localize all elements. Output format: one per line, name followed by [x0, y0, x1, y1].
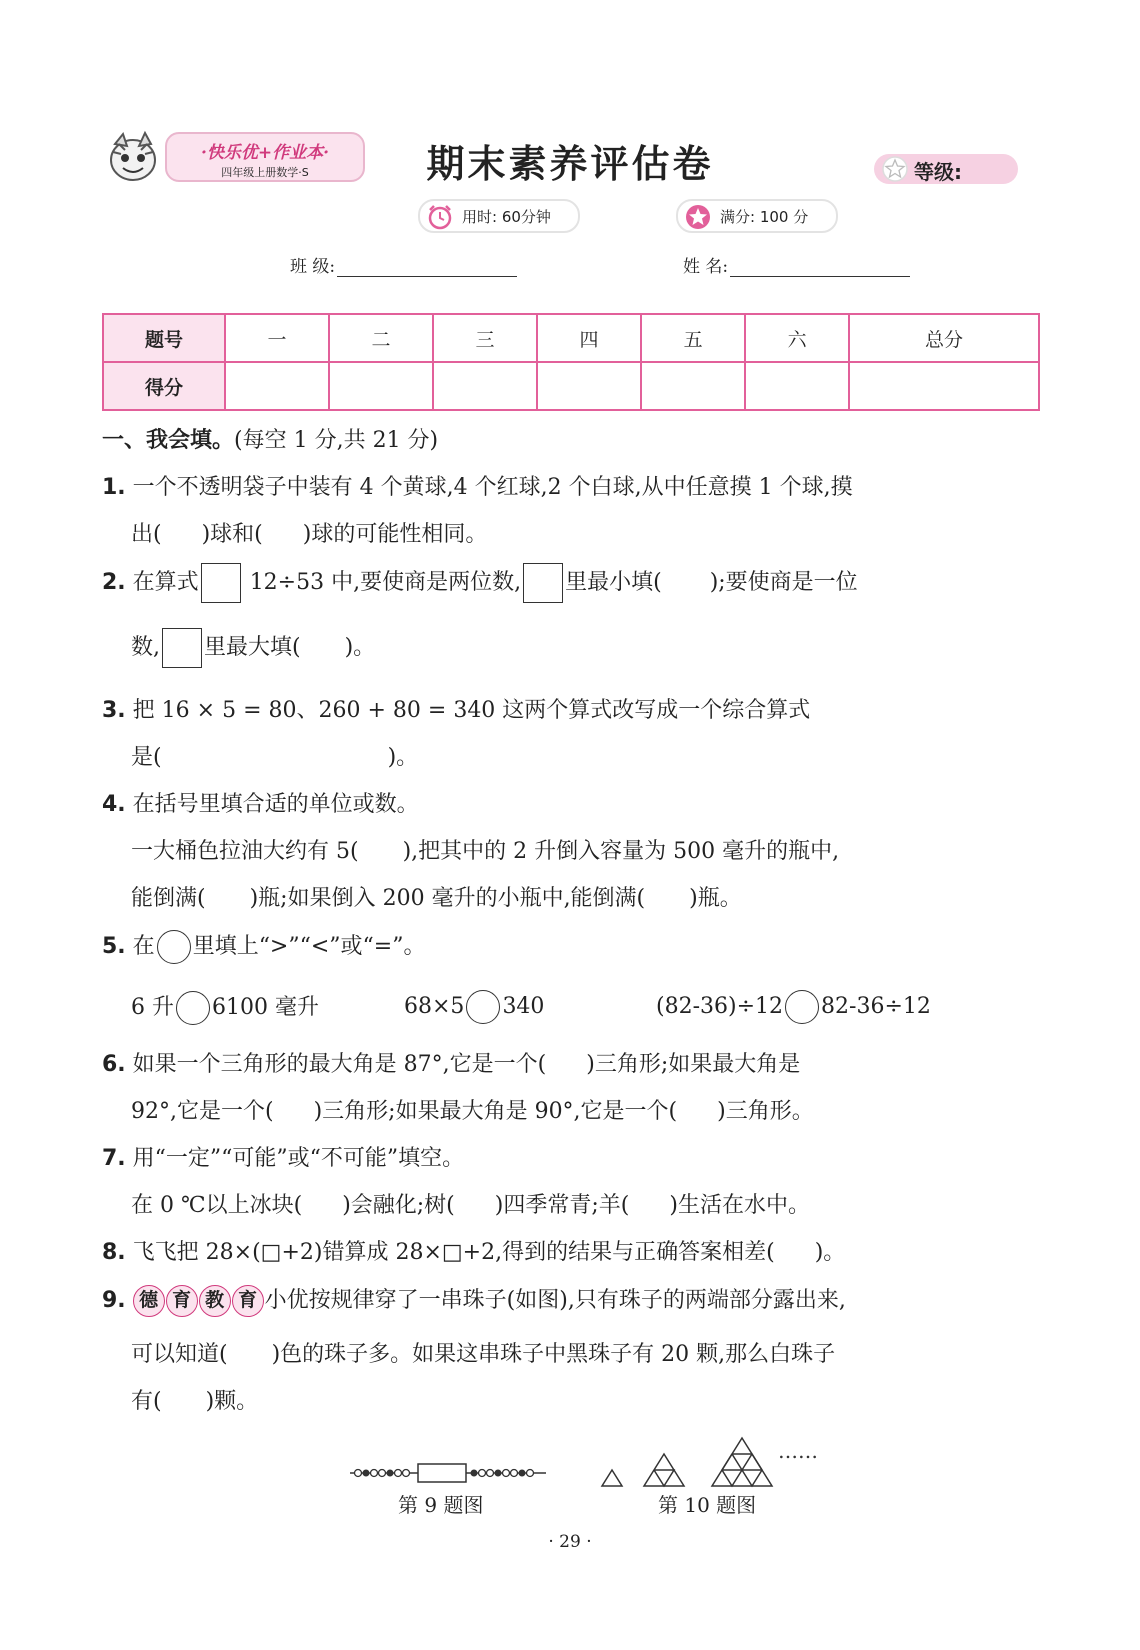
- question-text: )颗。: [205, 1389, 259, 1414]
- question-4-line3: [131, 881, 742, 912]
- section-heading: [102, 423, 438, 454]
- question-text: 里最大填(: [204, 635, 301, 660]
- question-number: 5.: [102, 934, 126, 959]
- score-cell[interactable]: [225, 362, 329, 410]
- question-8: [102, 1235, 845, 1266]
- question-5-expr1: [131, 990, 319, 1025]
- question-text: )三角形;如果最大角是 90°,它是一个(: [313, 1099, 678, 1124]
- compare-circle[interactable]: [466, 990, 500, 1024]
- question-text: 数,: [131, 635, 160, 660]
- table-header-cell: 一: [225, 314, 329, 362]
- grade-box: [874, 154, 1018, 184]
- question-text: 在: [132, 934, 155, 959]
- question-text: 在 0 ℃以上冰块(: [131, 1193, 303, 1218]
- question-7: [102, 1141, 464, 1172]
- question-text: 飞飞把 28×(□+2)错算成 28×□+2,得到的结果与正确答案相差(: [132, 1240, 775, 1265]
- question-4-line2: [131, 834, 839, 865]
- question-number: 8.: [102, 1240, 126, 1265]
- answer-box[interactable]: [201, 563, 241, 603]
- question-text: 在括号里填合适的单位或数。: [132, 792, 419, 817]
- table-row: [103, 362, 1039, 410]
- table-row: [103, 314, 1039, 362]
- question-9-line3: [131, 1384, 258, 1415]
- table-header-cell: 三: [433, 314, 537, 362]
- table-header-cell: 题号: [103, 314, 225, 362]
- circle-icon: [157, 930, 191, 964]
- question-text: )。: [814, 1240, 846, 1265]
- question-1-line2: [131, 517, 487, 548]
- question-text: 68×5: [404, 994, 465, 1019]
- question-text: 小优按规律穿了一串珠子(如图),只有珠子的两端部分露出来,: [264, 1288, 846, 1313]
- question-text: 340: [502, 994, 545, 1019]
- question-5: [102, 929, 425, 964]
- question-9-line2: [131, 1337, 835, 1368]
- question-3: [102, 693, 810, 724]
- score-cell[interactable]: [745, 362, 849, 410]
- page-number: · 29 ·: [548, 1532, 592, 1552]
- score-cell[interactable]: [433, 362, 537, 410]
- question-text: ),把其中的 2 升倒入容量为 500 毫升的瓶中,: [402, 839, 840, 864]
- question-text: )球和(: [201, 522, 263, 547]
- question-number: 7.: [102, 1146, 126, 1171]
- table-header-cell: 四: [537, 314, 641, 362]
- compare-circle[interactable]: [176, 991, 210, 1025]
- question-number: 9.: [102, 1288, 126, 1313]
- score-cell[interactable]: [641, 362, 745, 410]
- class-label: 班 级:: [290, 257, 336, 277]
- triangle-pattern-figure: [600, 1428, 830, 1488]
- section-title: 一、我会填。: [102, 427, 235, 453]
- bead-string-figure: [348, 1461, 548, 1485]
- question-text: )。: [387, 745, 419, 770]
- question-text: 是(: [131, 745, 162, 770]
- question-7-line2: [131, 1188, 810, 1219]
- table-header-cell: 得分: [103, 362, 225, 410]
- moral-education-badge: 德: [133, 1285, 165, 1317]
- question-text: )色的珠子多。如果这串珠子中黑珠子有 20 颗,那么白珠子: [271, 1342, 836, 1367]
- question-text: );要使商是一位: [709, 570, 858, 595]
- question-text: 把 16 × 5 = 80、260 + 80 = 340 这两个算式改写成一个综合算式: [132, 698, 811, 723]
- question-text: 有(: [131, 1389, 162, 1414]
- table-header-cell: 二: [329, 314, 433, 362]
- score-cell[interactable]: [329, 362, 433, 410]
- question-text: 里最小填(: [565, 570, 662, 595]
- time-pill: [418, 199, 580, 233]
- name-input-line[interactable]: [730, 258, 910, 277]
- question-text: 出(: [131, 522, 162, 547]
- name-label: 姓 名:: [683, 257, 729, 277]
- table-header-cell: 六: [745, 314, 849, 362]
- question-4: [102, 787, 419, 818]
- question-3-line2: [131, 740, 418, 771]
- moral-education-badge: 育: [232, 1285, 264, 1317]
- compare-circle[interactable]: [785, 990, 819, 1024]
- answer-box[interactable]: [523, 563, 563, 603]
- question-text: 可以知道(: [131, 1342, 228, 1367]
- table-header-cell: 五: [641, 314, 745, 362]
- question-text: 用“一定”“可能”或“不可能”填空。: [132, 1146, 465, 1171]
- brand-title: ·快乐优+作业本·: [200, 143, 330, 163]
- question-text: )三角形。: [717, 1099, 814, 1124]
- question-number: 6.: [102, 1052, 126, 1077]
- alarm-clock-icon: [426, 203, 454, 231]
- question-5-expr3: [656, 990, 931, 1024]
- question-text: 82-36÷12: [821, 994, 931, 1019]
- figure-10-ellipsis: ……: [778, 1439, 818, 1463]
- score-pill: [676, 199, 838, 233]
- question-text: 如果一个三角形的最大角是 87°,它是一个(: [132, 1052, 547, 1077]
- page-title: 期末素养评估卷: [426, 142, 714, 186]
- question-1: [102, 470, 853, 501]
- section-note: (每空 1 分,共 21 分): [234, 428, 439, 453]
- star-icon: [882, 156, 908, 182]
- question-text: 一大桶色拉油大约有 5(: [131, 839, 359, 864]
- question-text: 92°,它是一个(: [131, 1099, 274, 1124]
- question-text: )球的可能性相同。: [302, 522, 488, 547]
- score-table: [102, 313, 1040, 411]
- question-5-expr2: [404, 990, 544, 1024]
- class-field: [290, 252, 517, 277]
- question-2-line2: [131, 628, 375, 668]
- question-text: 6100 毫升: [212, 995, 319, 1020]
- name-field: [683, 252, 910, 277]
- question-text: )。: [344, 635, 376, 660]
- score-cell[interactable]: [537, 362, 641, 410]
- question-text: 里填上“>”“<”或“=”。: [192, 934, 426, 959]
- score-cell[interactable]: [849, 362, 1039, 410]
- class-input-line[interactable]: [337, 258, 517, 277]
- time-label: 用时: 60分钟: [462, 208, 551, 226]
- question-text: 能倒满(: [131, 886, 206, 911]
- question-text: )瓶。: [689, 886, 742, 911]
- question-text: 12÷53 中,要使商是两位数,: [249, 570, 522, 595]
- brand-subtitle: 四年级上册数学·S: [221, 166, 309, 179]
- moral-education-badge: 教: [199, 1285, 231, 1317]
- question-9: [102, 1283, 846, 1317]
- question-number: 1.: [102, 475, 126, 500]
- star-icon: [684, 203, 712, 231]
- question-number: 4.: [102, 792, 126, 817]
- question-text: 一个不透明袋子中装有 4 个黄球,4 个红球,2 个白球,从中任意摸 1 个球,摸: [132, 475, 853, 500]
- question-6: [102, 1047, 800, 1078]
- question-2: [102, 563, 858, 603]
- question-text: (82-36)÷12: [656, 994, 784, 1019]
- figure-10-caption: 第 10 题图: [658, 1493, 757, 1517]
- question-text: )瓶;如果倒入 200 毫升的小瓶中,能倒满(: [249, 886, 646, 911]
- question-text: 6 升: [131, 995, 174, 1020]
- table-header-cell: 总分: [849, 314, 1039, 362]
- question-text: )三角形;如果最大角是: [586, 1052, 801, 1077]
- question-6-line2: [131, 1094, 814, 1125]
- question-text: 在算式: [132, 570, 199, 595]
- moral-education-badge: 育: [166, 1285, 198, 1317]
- question-number: 2.: [102, 570, 126, 595]
- score-label: 满分: 100 分: [720, 208, 809, 226]
- question-text: )四季常青;羊(: [494, 1193, 630, 1218]
- figure-9-caption: 第 9 题图: [398, 1493, 484, 1517]
- question-number: 3.: [102, 698, 126, 723]
- grade-label: 等级:: [914, 160, 962, 184]
- question-text: )生活在水中。: [669, 1193, 810, 1218]
- answer-box[interactable]: [162, 628, 202, 668]
- question-text: )会融化;树(: [342, 1193, 455, 1218]
